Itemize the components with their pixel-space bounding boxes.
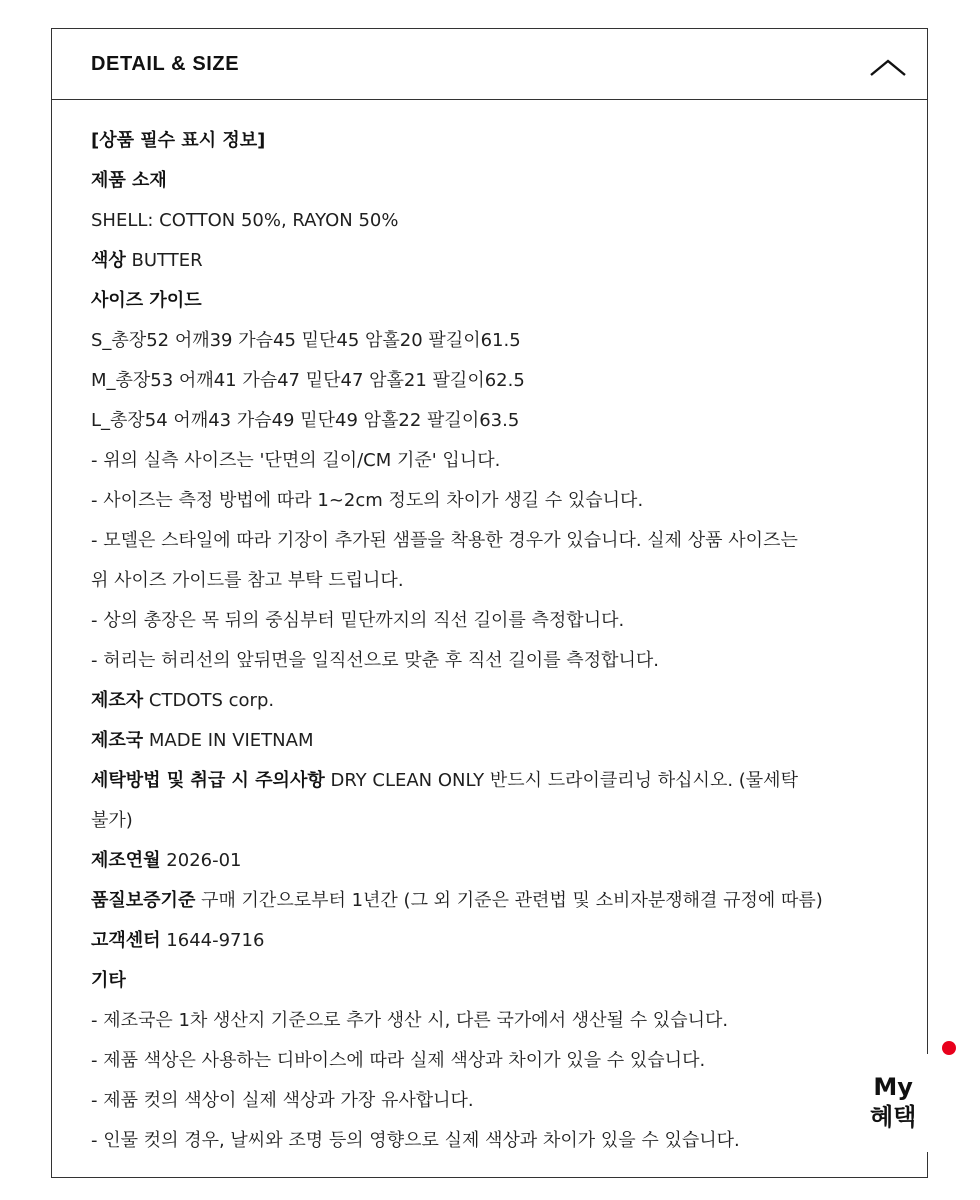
chevron-up-icon[interactable]	[869, 57, 907, 77]
color-label: 색상	[91, 250, 126, 271]
my-benefit-line1: My	[873, 1073, 913, 1101]
size-row-l: L_총장54 어깨43 가슴49 밑단49 암홀22 팔길이63.5	[91, 410, 520, 431]
size-row-s: S_총장52 어깨39 가슴45 밑단45 암홀20 팔길이61.5	[91, 330, 521, 351]
care-label: 세탁방법 및 취급 시 주의사항	[91, 770, 325, 791]
detail-size-toggle[interactable]	[52, 29, 927, 100]
etc-note: - 제조국은 1차 생산지 기준으로 추가 생산 시, 다른 국가에서 생산될 수 있습니다.	[91, 1010, 729, 1031]
quality-value: 구매 기간으로부터 1년간 (그 외 기준은 관련법 및 소비자분쟁해결 규정에 따름)	[195, 890, 823, 911]
size-note: - 위의 실측 사이즈는 '단면의 길이/CM 기준' 입니다.	[91, 450, 501, 471]
manufacturer-value: CTDOTS corp.	[143, 690, 275, 711]
info-heading: [상품 필수 표시 정보]	[91, 130, 266, 151]
quality-label: 품질보증기준	[91, 890, 196, 911]
country-label: 제조국	[91, 730, 144, 751]
customer-center-value: 1644-9716	[160, 930, 265, 951]
section-title: DETAIL & SIZE	[91, 53, 240, 75]
size-note: - 사이즈는 측정 방법에 따라 1~2cm 정도의 차이가 생길 수 있습니다.	[91, 490, 644, 511]
notification-dot	[942, 1041, 956, 1055]
care-row	[91, 761, 897, 801]
country-row	[91, 721, 897, 761]
product-info-body	[52, 100, 927, 1161]
etc-note: - 제품 색상은 사용하는 디바이스에 따라 실제 색상과 차이가 있을 수 있습니다.	[91, 1050, 706, 1071]
care-value: DRY CLEAN ONLY 반드시 드라이클리닝 하십시오. (물세탁	[324, 770, 798, 791]
size-note: - 상의 총장은 목 뒤의 중심부터 밑단까지의 직선 길이를 측정합니다.	[91, 610, 625, 631]
size-note: 위 사이즈 가이드를 참고 부탁 드립니다.	[91, 570, 404, 591]
customer-center-label: 고객센터	[91, 930, 161, 951]
color-value: BUTTER	[125, 250, 203, 271]
size-row-m: M_총장53 어깨41 가슴47 밑단47 암홀21 팔길이62.5	[91, 370, 525, 391]
size-note: - 모델은 스타일에 따라 기장이 추가된 샘플을 착용한 경우가 있습니다. 실제 상품 사이즈는	[91, 530, 798, 551]
etc-note: - 인물 컷의 경우, 날씨와 조명 등의 영향으로 실제 색상과 차이가 있을 수 있습니다.	[91, 1130, 740, 1151]
etc-note: - 제품 컷의 색상이 실제 색상과 가장 유사합니다.	[91, 1090, 474, 1111]
manufacture-date-value: 2026-01	[160, 850, 242, 871]
quality-row	[91, 881, 897, 921]
manufacture-date-row	[91, 841, 897, 881]
material-value: SHELL: COTTON 50%, RAYON 50%	[91, 210, 399, 231]
manufacturer-row	[91, 681, 897, 721]
manufacture-date-label: 제조연월	[91, 850, 161, 871]
size-note: - 허리는 허리선의 앞뒤면을 일직선으로 맞춘 후 직선 길이를 측정합니다.	[91, 650, 659, 671]
customer-center-row	[91, 921, 897, 961]
country-value: MADE IN VIETNAM	[143, 730, 314, 751]
color-row	[91, 241, 897, 281]
etc-label: 기타	[91, 970, 126, 991]
size-guide-label: 사이즈 가이드	[91, 290, 202, 311]
my-benefit-line2: 혜택	[870, 1103, 917, 1131]
care-value-cont: 불가)	[91, 810, 133, 831]
manufacturer-label: 제조자	[91, 690, 144, 711]
detail-size-panel	[51, 28, 928, 1178]
my-benefit-label	[870, 1072, 916, 1132]
my-benefit-button[interactable]	[852, 1054, 928, 1152]
material-label: 제품 소재	[91, 170, 167, 191]
